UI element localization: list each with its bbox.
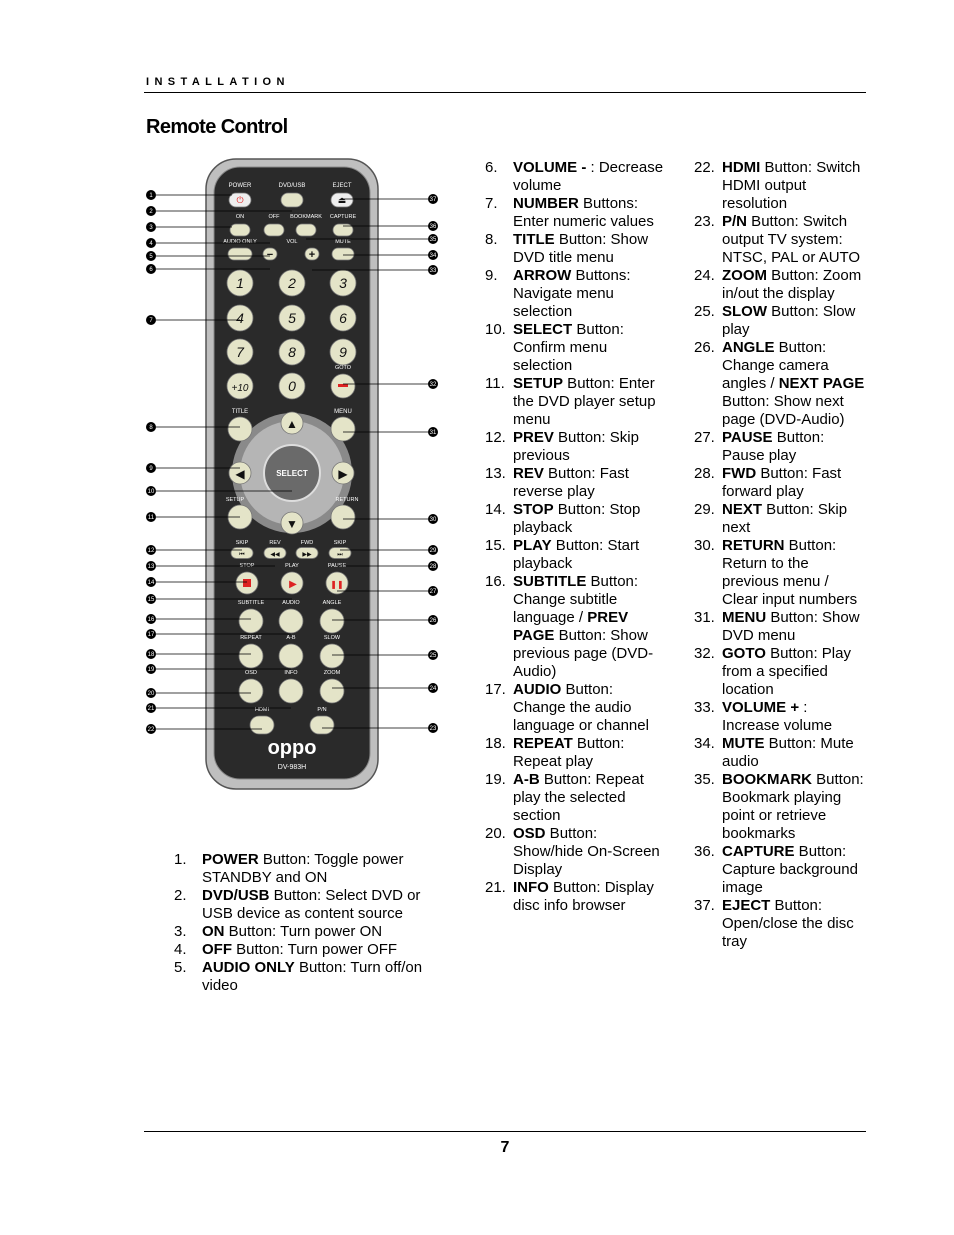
- button-name: BOOKMARK: [722, 771, 812, 788]
- brand-logo: oppo: [267, 737, 317, 759]
- remote-label: AUDIO ONLY: [223, 239, 257, 245]
- list-item: [174, 923, 444, 941]
- list-item: [485, 825, 665, 879]
- list-item: [694, 267, 866, 303]
- button-name: GOTO: [722, 645, 766, 662]
- list-item: [485, 465, 665, 501]
- remote-label: ON: [235, 214, 245, 220]
- hdmi-button: [250, 716, 274, 734]
- button-name: DVD/USB: [202, 887, 270, 904]
- button-name: INFO: [513, 879, 549, 896]
- button-name: PLAY: [513, 537, 552, 554]
- button-description: Button: Skip next: [722, 501, 848, 536]
- button-description: Button: Change the audio language or channel: [513, 681, 649, 734]
- remote-label: REPEAT: [240, 635, 262, 641]
- button-description: Button: Turn power ON: [224, 923, 383, 940]
- digit-label: 0: [288, 378, 296, 394]
- small-button: [230, 224, 250, 236]
- button-description-alt: Button: Show previous page (DVD-Audio): [513, 627, 654, 680]
- button-list-column-3: [694, 159, 866, 951]
- button-name: FWD: [722, 465, 757, 482]
- list-item: [694, 645, 866, 699]
- button-description: Button: Repeat play: [513, 735, 625, 770]
- item-number: 15.: [485, 537, 506, 554]
- callout-number: 26: [429, 618, 437, 625]
- remote-label: DVD/USB: [278, 183, 306, 189]
- list-item: [485, 735, 665, 771]
- item-number: 11.: [485, 375, 505, 392]
- callout-number: 6: [149, 267, 153, 274]
- item-number: 35.: [694, 771, 715, 788]
- function-button: [279, 679, 303, 703]
- item-number: 4.: [174, 941, 187, 958]
- remote-label: SKIP: [333, 540, 347, 546]
- button-description: Button: Slow play: [722, 303, 856, 338]
- remote-label: STOP: [239, 563, 255, 569]
- list-item: [694, 537, 866, 609]
- button-description: Button: Bookmark playing point or retrieve bookmarks: [722, 771, 864, 842]
- button-name: SLOW: [722, 303, 767, 320]
- callout-number: 3: [149, 225, 153, 232]
- list-item: [485, 195, 665, 231]
- button-description: Button: Open/close the disc tray: [722, 897, 854, 950]
- page-number: 7: [500, 1139, 510, 1156]
- button-description: Button: Select DVD or USB device as content source: [202, 887, 421, 922]
- button-description: Button: Toggle power STANDBY and ON: [202, 851, 404, 886]
- item-number: 23.: [694, 213, 715, 230]
- section-header: INSTALLATION: [146, 76, 290, 88]
- item-number: 22.: [694, 159, 715, 176]
- button-name: PAUSE: [722, 429, 773, 446]
- item-number: 36.: [694, 843, 715, 860]
- pn-button: [310, 716, 334, 734]
- button-description: Button: Show/hide On-Screen Display: [513, 825, 660, 878]
- item-number: 31.: [694, 609, 715, 626]
- callout-number: 32: [429, 382, 437, 389]
- function-button: [239, 679, 263, 703]
- button-description: Button: Enter the DVD player setup menu: [513, 375, 656, 428]
- list-item: [485, 159, 665, 195]
- button-name: P/N: [722, 213, 748, 230]
- item-number: 26.: [694, 339, 715, 356]
- list-item: [485, 231, 665, 267]
- callout-number: 10: [147, 489, 155, 496]
- remote-label: MUTE: [335, 239, 351, 245]
- item-number: 8.: [485, 231, 498, 248]
- callout-number: 36: [429, 224, 437, 231]
- item-number: 2.: [174, 887, 187, 904]
- button-description: Button: Stop playback: [513, 501, 641, 536]
- remote-label: ZOOM: [323, 670, 341, 676]
- remote-label: SUBTITLE: [237, 600, 265, 606]
- digit-label: 3: [339, 275, 347, 291]
- button-name: AUDIO: [513, 681, 562, 698]
- item-number: 33.: [694, 699, 715, 716]
- button-name: ARROW: [513, 267, 572, 284]
- remote-label: PLAY: [285, 563, 299, 569]
- remote-label: PAUSE: [327, 563, 347, 569]
- callout-number: 4: [149, 241, 153, 248]
- remote-label: REV: [269, 540, 281, 546]
- item-number: 32.: [694, 645, 715, 662]
- list-item: [174, 887, 444, 923]
- button-description: Button: Start playback: [513, 537, 640, 572]
- button-name: VOLUME +: [722, 699, 800, 716]
- remote-label: HDMI: [254, 707, 270, 713]
- button-description: Button: Show DVD menu: [722, 609, 860, 644]
- button-name: ON: [202, 923, 225, 940]
- function-button: [320, 644, 344, 668]
- button-name: SETUP: [513, 375, 564, 392]
- digit-label: 1: [236, 275, 244, 291]
- item-number: 12.: [485, 429, 506, 446]
- callout-number: 13: [147, 564, 155, 571]
- callout-number: 14: [147, 580, 155, 587]
- button-name: ZOOM: [722, 267, 767, 284]
- button-description: : Decrease volume: [513, 159, 664, 194]
- button-name: MUTE: [722, 735, 765, 752]
- list-item: [694, 213, 866, 267]
- remote-label: TITLE: [231, 409, 249, 415]
- remote-label: RETURN: [335, 497, 359, 503]
- item-number: 17.: [485, 681, 506, 698]
- callout-number: 34: [429, 253, 437, 260]
- list-item: [694, 843, 866, 897]
- digit-label: 7: [236, 344, 244, 360]
- callout-number: 9: [149, 466, 153, 473]
- remote-label: FWD: [300, 540, 314, 546]
- list-item: [694, 609, 866, 645]
- remote-control-illustration: [144, 155, 444, 795]
- button-list-column-1: [174, 851, 444, 995]
- item-number: 3.: [174, 923, 187, 940]
- power-icon: ⏻: [236, 195, 244, 205]
- remote-label: GOTO: [334, 365, 352, 371]
- button-description: Button: Turn power OFF: [232, 941, 398, 958]
- remote-label: CAPTURE: [329, 214, 357, 220]
- callout-number: 11: [147, 515, 155, 522]
- function-button: [279, 609, 303, 633]
- button-list-column-2: [485, 159, 665, 915]
- list-item: [485, 537, 665, 573]
- remote-label: ANGLE: [322, 600, 342, 606]
- right-arrow-icon: ▶: [338, 467, 348, 481]
- remote-label: SLOW: [323, 635, 341, 641]
- list-item: [485, 429, 665, 465]
- button-description: Button: Switch output TV system: NTSC, PAL or AUTO: [722, 213, 861, 266]
- list-item: [485, 879, 665, 915]
- callout-number: 1: [149, 193, 153, 200]
- list-item: [174, 941, 444, 959]
- remote-label: MENU: [334, 409, 352, 415]
- button-description: Button: Play from a specified location: [722, 645, 851, 698]
- callout-number: 25: [429, 653, 437, 660]
- dvd-usb-button: [281, 193, 303, 207]
- digit-label: 4: [236, 310, 244, 326]
- item-number: 14.: [485, 501, 506, 518]
- button-name: MENU: [722, 609, 767, 626]
- item-number: 34.: [694, 735, 715, 752]
- callout-number: 5: [149, 254, 153, 261]
- button-name: NEXT: [722, 501, 763, 518]
- list-item: [694, 735, 866, 771]
- callout-number: 16: [147, 617, 155, 624]
- list-item: [485, 573, 665, 681]
- callout-number: 28: [429, 564, 437, 571]
- transport-icon: ▶▶: [302, 552, 312, 558]
- item-number: 9.: [485, 267, 498, 284]
- button-description: Button: Pause play: [722, 429, 825, 464]
- item-number: 19.: [485, 771, 506, 788]
- callout-number: 7: [149, 318, 153, 325]
- list-item: [485, 501, 665, 537]
- callout-number: 20: [147, 691, 155, 698]
- item-number: 10.: [485, 321, 506, 338]
- callout-number: 29: [429, 548, 437, 555]
- callout-number: 8: [149, 425, 153, 432]
- mute-button: [332, 248, 354, 260]
- list-item: [485, 321, 665, 375]
- function-button: [320, 609, 344, 633]
- function-button: [279, 644, 303, 668]
- goto-mark: [338, 384, 348, 387]
- model-label: DV-983H: [277, 764, 307, 771]
- button-name: OFF: [202, 941, 232, 958]
- callout-number: 24: [429, 686, 437, 693]
- item-number: 24.: [694, 267, 715, 284]
- button-name: PREV: [513, 429, 554, 446]
- return-button: [331, 505, 355, 529]
- button-name: SUBTITLE: [513, 573, 587, 590]
- button-name: ANGLE: [722, 339, 775, 356]
- button-description: Button: Confirm menu selection: [513, 321, 624, 374]
- item-number: 5.: [174, 959, 187, 976]
- transport-icon: ◀◀: [270, 552, 280, 558]
- button-description: Button: Fast reverse play: [513, 465, 629, 500]
- stop-icon: [243, 579, 251, 587]
- callout-number: 21: [147, 706, 155, 713]
- list-item: [694, 429, 866, 465]
- button-description: Button: Change subtitle language /: [513, 573, 639, 626]
- item-number: 27.: [694, 429, 715, 446]
- remote-label: EJECT: [332, 183, 352, 189]
- button-name: CAPTURE: [722, 843, 795, 860]
- list-item: [485, 681, 665, 735]
- button-name: TITLE: [513, 231, 555, 248]
- list-item: [694, 771, 866, 843]
- select-label: SELECT: [276, 469, 308, 478]
- item-number: 1.: [174, 851, 187, 868]
- remote-label: OSD: [245, 670, 257, 676]
- callout-number: 23: [429, 726, 437, 733]
- button-name: OSD: [513, 825, 546, 842]
- callout-number: 33: [429, 268, 437, 275]
- button-description: Button: Zoom in/out the display: [722, 267, 862, 302]
- item-number: 18.: [485, 735, 506, 752]
- list-item: [694, 699, 866, 735]
- callout-number: 17: [147, 632, 155, 639]
- button-name-alt: PREV PAGE: [513, 609, 629, 644]
- button-description-alt: Button: Show next page (DVD-Audio): [722, 393, 845, 428]
- function-button: [239, 609, 263, 633]
- item-number: 7.: [485, 195, 498, 212]
- callout-number: 27: [429, 589, 437, 596]
- button-name: NUMBER: [513, 195, 579, 212]
- button-description: Button: Fast forward play: [722, 465, 842, 500]
- list-item: [694, 501, 866, 537]
- button-name: REV: [513, 465, 544, 482]
- list-item: [694, 339, 866, 429]
- remote-label: AUDIO: [282, 600, 300, 606]
- remote-label: BOOKMARK: [290, 214, 322, 220]
- button-description: Buttons: Enter numeric values: [513, 195, 654, 230]
- item-number: 20.: [485, 825, 506, 842]
- list-item: [485, 771, 665, 825]
- list-item: [694, 897, 866, 951]
- item-number: 16.: [485, 573, 506, 590]
- button-name: SELECT: [513, 321, 573, 338]
- button-name: A-B: [513, 771, 540, 788]
- callout-number: 30: [429, 517, 437, 524]
- item-number: 37.: [694, 897, 715, 914]
- button-name: HDMI: [722, 159, 761, 176]
- callout-number: 22: [147, 727, 155, 734]
- transport-icon: ⏮: [239, 552, 245, 558]
- callout-number: 35: [429, 237, 437, 244]
- menu-button: [331, 417, 355, 441]
- button-name: REPEAT: [513, 735, 573, 752]
- button-description: Button: Show DVD title menu: [513, 231, 649, 266]
- button-name: STOP: [513, 501, 554, 518]
- digit-label: 5: [288, 310, 296, 326]
- button-description: Button: Turn off/on video: [202, 959, 423, 994]
- small-button: [296, 224, 316, 236]
- callout-number: 18: [147, 652, 155, 659]
- button-description: Buttons: Navigate menu selection: [513, 267, 631, 320]
- callout-number: 15: [147, 597, 155, 604]
- callout-number: 31: [429, 430, 437, 437]
- item-number: 13.: [485, 465, 506, 482]
- list-item: [485, 375, 665, 429]
- callout-number: 12: [147, 548, 155, 555]
- callout-number: 37: [429, 197, 437, 204]
- play-icon: ▶: [289, 579, 297, 590]
- button-name: VOLUME -: [513, 159, 587, 176]
- item-number: 28.: [694, 465, 715, 482]
- remote-label: SKIP: [235, 540, 249, 546]
- button-description: Button: Repeat play the selected section: [513, 771, 644, 824]
- button-description: Button: Change camera angles /: [722, 339, 829, 392]
- digit-label: 6: [339, 310, 347, 326]
- eject-icon: ⏏: [337, 195, 347, 205]
- remote-label: POWER: [228, 183, 252, 189]
- button-name: POWER: [202, 851, 259, 868]
- function-button: [320, 679, 344, 703]
- button-name-alt: NEXT PAGE: [778, 375, 865, 392]
- page-title: Remote Control: [146, 116, 288, 138]
- callout-number: 19: [147, 667, 155, 674]
- button-description: Button: Skip previous: [513, 429, 639, 464]
- list-item: [174, 959, 444, 995]
- pause-icon: ❚❚: [330, 580, 344, 589]
- button-description: Button: Capture background image: [722, 843, 858, 896]
- button-name: RETURN: [722, 537, 785, 554]
- plus-icon: +: [308, 249, 316, 261]
- header-divider: [144, 92, 866, 93]
- remote-label: INFO: [284, 670, 298, 676]
- title-button: [228, 417, 252, 441]
- remote-label: SETUP: [225, 497, 245, 503]
- callout-number: 2: [149, 209, 153, 216]
- list-item: [694, 159, 866, 213]
- list-item: [174, 851, 444, 887]
- remote-label: P/N: [317, 707, 327, 713]
- small-button: [264, 224, 284, 236]
- function-button: [239, 644, 263, 668]
- digit-label: +10: [231, 383, 249, 394]
- remote-label: A-B: [286, 635, 296, 641]
- list-item: [485, 267, 665, 321]
- item-number: 25.: [694, 303, 715, 320]
- minus-icon: −: [266, 249, 274, 261]
- item-number: 30.: [694, 537, 715, 554]
- item-number: 6.: [485, 159, 498, 176]
- audio-only-button: [228, 248, 252, 260]
- transport-icon: ⏭: [337, 552, 343, 558]
- left-arrow-icon: ◀: [235, 467, 245, 481]
- button-description: Button: Mute audio: [722, 735, 854, 770]
- item-number: 29.: [694, 501, 715, 518]
- button-description: Button: Return to the previous menu / Clear input numbers: [722, 537, 858, 608]
- footer-divider: [144, 1131, 866, 1132]
- up-arrow-icon: ▲: [286, 417, 298, 431]
- list-item: [694, 303, 866, 339]
- button-description: Button: Display disc info browser: [513, 879, 654, 914]
- item-number: 21.: [485, 879, 506, 896]
- button-name: AUDIO ONLY: [202, 959, 295, 976]
- list-item: [694, 465, 866, 501]
- button-name: EJECT: [722, 897, 771, 914]
- digit-label: 8: [288, 344, 296, 360]
- digit-label: 2: [288, 275, 296, 291]
- digit-label: 9: [339, 344, 347, 360]
- button-description: : Increase volume: [722, 699, 833, 734]
- remote-label: VOL: [286, 239, 298, 245]
- button-description: Button: Switch HDMI output resolution: [722, 159, 861, 212]
- down-arrow-icon: ▼: [286, 517, 298, 531]
- remote-label: OFF: [268, 214, 280, 220]
